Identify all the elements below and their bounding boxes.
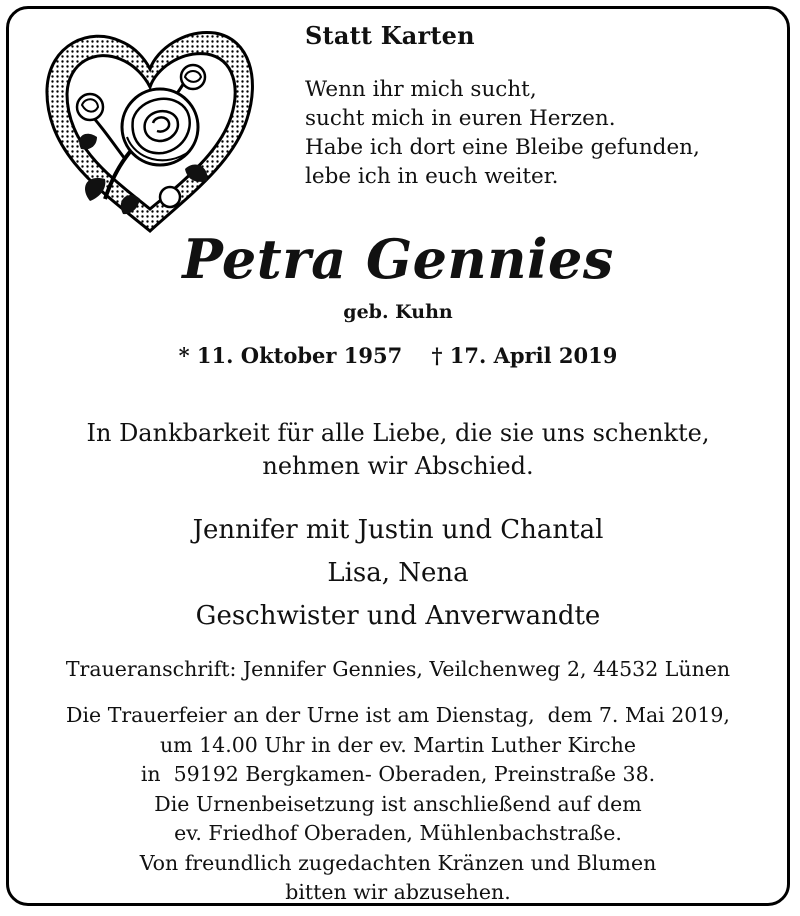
mourner-line: Jennifer mit Justin und Chantal (192, 515, 604, 545)
thanks-line: nehmen wir Abschied. (262, 452, 534, 480)
service-line: bitten wir abzusehen. (285, 880, 511, 904)
poem-line: lebe ich in euch weiter. (305, 164, 559, 189)
service-line: Die Trauerfeier an der Urne ist am Dienstag, dem 7. Mai 2019, (66, 703, 730, 727)
poem-line: sucht mich in euren Herzen. (305, 106, 616, 131)
maiden-name: geb. Kuhn (343, 301, 453, 323)
poem-line: Wenn ihr mich sucht, (305, 77, 537, 102)
life-dates: * 11. Oktober 1957 † 17. April 2019 (178, 343, 618, 368)
mourner-line: Lisa, Nena (327, 558, 469, 588)
thanks-text (9, 417, 787, 483)
thanks-line: In Dankbarkeit für alle Liebe, die sie uns schenkte, (86, 419, 710, 447)
statt-karten-label: Statt Karten (305, 21, 475, 50)
obituary-card (6, 6, 790, 906)
mourner-line: Geschwister und Anverwandte (195, 601, 601, 631)
service-details (9, 701, 787, 908)
heart-with-roses-icon (35, 19, 265, 237)
poem-line: Habe ich dort eine Bleibe gefunden, (305, 135, 700, 160)
poem (305, 75, 700, 191)
service-line: in 59192 Bergkamen- Oberaden, Preinstraße 38. (140, 762, 656, 786)
mourning-address: Traueranschrift: Jennifer Gennies, Veilchenweg 2, 44532 Lünen (65, 657, 731, 681)
service-line: Die Urnenbeisetzung ist anschließend auf dem (154, 791, 642, 816)
deceased-name: Petra Gennies (182, 227, 614, 291)
service-line: um 14.00 Uhr in der ev. Martin Luther Kirche (159, 732, 637, 757)
mourners-list (9, 509, 787, 638)
service-line: Von freundlich zugedachten Kränzen und Blumen (139, 850, 657, 875)
service-line: ev. Friedhof Oberaden, Mühlenbachstraße. (174, 821, 622, 845)
